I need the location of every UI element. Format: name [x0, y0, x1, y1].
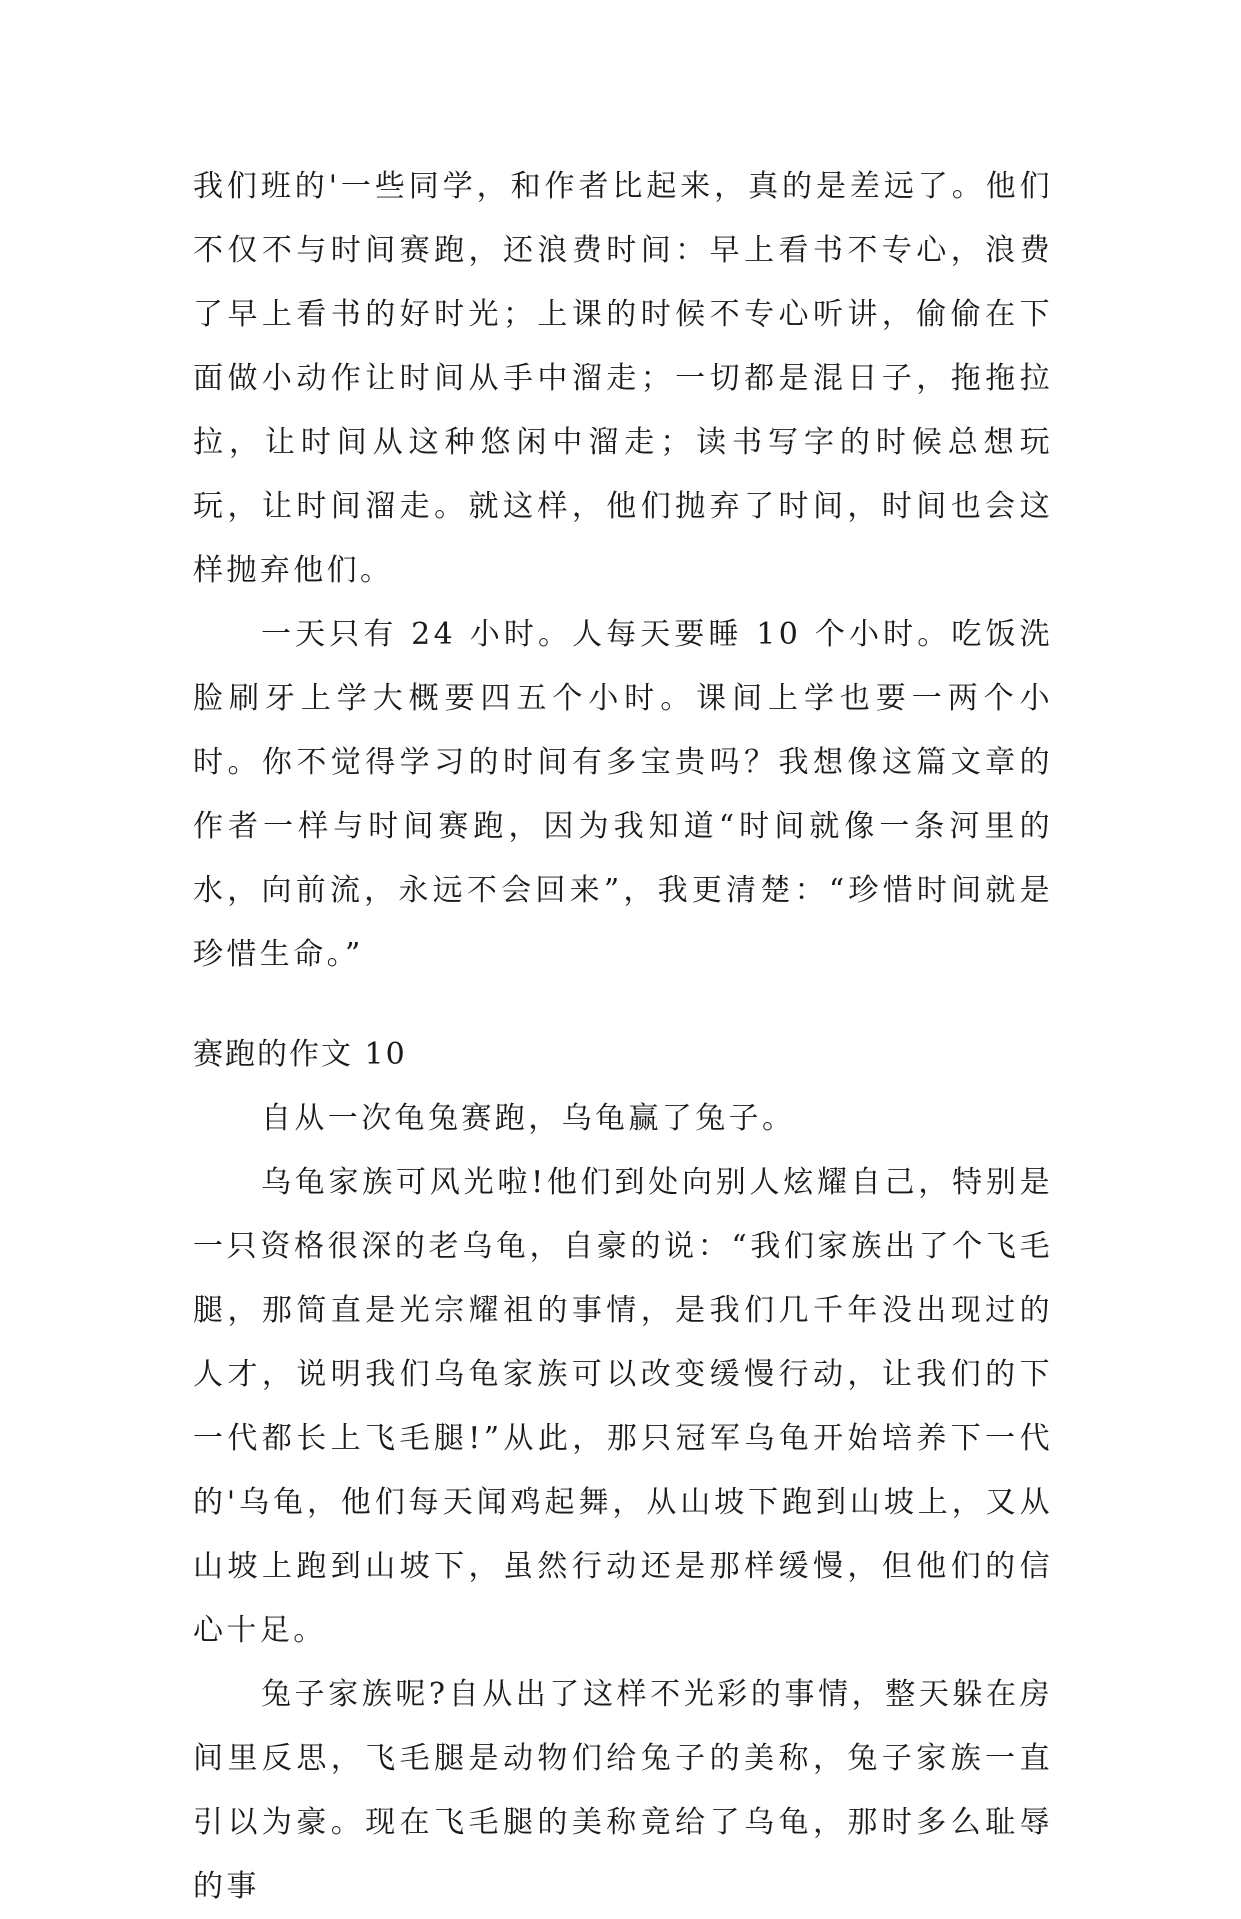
- paragraph-rabbit-family: 兔子家族呢?自从出了这样不光彩的事情，整天躲在房间里反思，飞毛腿是动物们给兔子的美称，兔子家族一直引以为豪。现在飞毛腿的美称竟给了乌龟，那时多么耻辱的事: [193, 1677, 1053, 1904]
- paragraph-classmates-waste-time: 我们班的'一些同学，和作者比起来，真的是差远了。他们不仅不与时间赛跑，还浪费时间：早上看书不专心，浪费了早上看书的好时光；上课的时候不专心听讲，偷偷在下面做小动作让时间从手中溜走；一切都是混日子，拖拖拉拉，让时间从这种悠闲中溜走；读书写字的时候总想玩玩，让时间溜走。就这样，他们抛弃了时间，时间也会这样抛弃他们。: [193, 169, 1053, 588]
- essay-heading: 赛跑的作文 10: [193, 1037, 407, 1072]
- paragraph-tortoise-won: 自从一次龟兔赛跑，乌龟赢了兔子。: [261, 1101, 796, 1136]
- paragraph-tortoise-family: 乌龟家族可风光啦!他们到处向别人炫耀自己，特别是一只资格很深的老乌龟，自豪的说：“我们家族出了个飞毛腿，那简直是光宗耀祖的事情，是我们几千年没出现过的人才，说明我们乌龟家族可以改变缓慢行动，让我们的下一代都长上飞毛腿!”从此，那只冠军乌龟开始培养下一代的'乌龟，他们每天闻鸡起舞，从山坡下跑到山坡上，又从山坡上跑到山坡下，虽然行动还是那样缓慢，但他们的信心十足。: [193, 1165, 1053, 1648]
- paragraph-24-hours: 一天只有 24 小时。人每天要睡 10 个小时。吃饭洗脸刷牙上学大概要四五个小时。课间上学也要一两个小时。你不觉得学习的时间有多宝贵吗？我想像这篇文章的作者一样与时间赛跑，因为我知道“时间就像一条河里的水，向前流，永远不会回来”，我更清楚：“珍惜时间就是珍惜生命。”: [193, 617, 1053, 972]
- document-body: [193, 155, 1053, 1919]
